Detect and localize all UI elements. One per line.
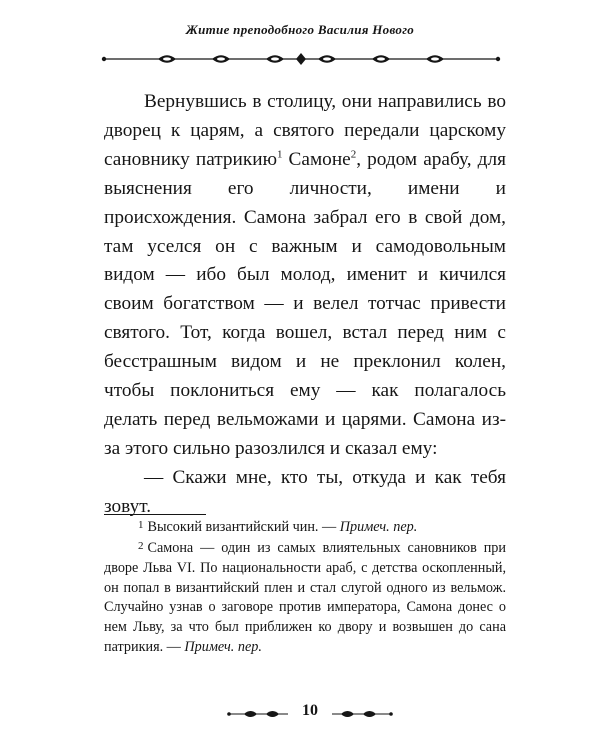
paragraph [104, 464, 506, 522]
footnote-number: 2 [138, 539, 144, 552]
text-run: , родом арабу, для выяснения его личности, имени и происхождения. Самона забрал его в свой дом, там уселся он с важным и самодовольным видом — ибо был молод, именит и кичился своим богатством — и велел тотчас привести святого. Тот, когда вошел, встал перед ним с бесстрашным видом и не преклонил колен, чтобы поклониться ему — как полагалось делать перед вельможами и царями. Самона из-за этого сильно разозлился и сказал ему: [104, 148, 506, 459]
page-footer [0, 698, 600, 728]
translator-note-label: Примеч. пер. [339, 519, 418, 535]
footnote-rule [104, 514, 206, 515]
page-number: 10 [302, 702, 318, 719]
running-title: Житие преподобного Василия Нового [185, 22, 415, 37]
footnote-marker: 1 [276, 148, 283, 161]
text-run: Самоне [282, 148, 351, 170]
text-run: — Скажи мне, кто ты, откуда и как тебя зовут. [104, 466, 506, 517]
translator-note-label: Примеч. пер. [184, 638, 262, 655]
footer-ornament-right-icon [330, 708, 394, 720]
footnote [104, 539, 506, 658]
footnote-text: Самона — один из самых влиятельных сановников при дворе Льва VI. По национальности араб, с детства оскопленный, он попал в византийский плен и стал слугой одного из вельмож. Случайно узнав о заговоре против императора, Самона донес о нем Льву, за что был приближен ко двору и возвышен до сана патрикия. — [104, 539, 506, 655]
footnotes [104, 518, 506, 657]
footer-ornament-left-icon [226, 708, 290, 720]
footnote-marker: 2 [350, 148, 357, 161]
main-text [104, 88, 506, 522]
text-run: Вернувшись в столицу, они направились во дворец к царям, а святого передали царскому сановнику патрикию [104, 91, 506, 170]
header-ornament-icon [100, 52, 502, 66]
footnote [104, 518, 506, 539]
paragraph [104, 88, 506, 464]
footnote-number: 1 [138, 519, 144, 531]
footnote-text: Высокий византийский чин. — [147, 519, 340, 535]
